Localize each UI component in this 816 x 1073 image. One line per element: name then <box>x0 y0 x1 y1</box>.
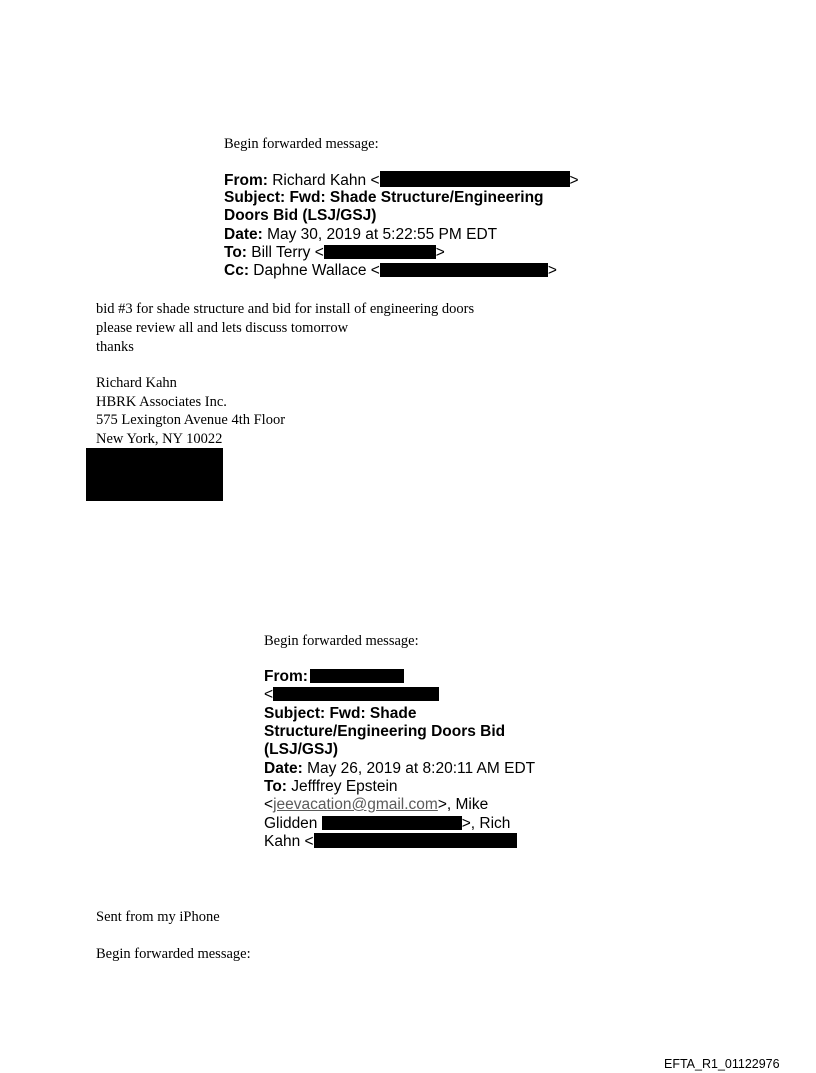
body-line-2: please review all and lets discuss tomorrow <box>96 320 349 336</box>
subject-line-2b <box>264 723 505 741</box>
subject-label: Subject: <box>264 705 326 722</box>
forward-intro-2: Begin forwarded message: <box>264 633 419 649</box>
signature-address-1: 575 Lexington Avenue 4th Floor <box>96 412 286 428</box>
forward-intro-1: Begin forwarded message: <box>224 136 379 152</box>
body-line-1: bid #3 for shade structure and bid for install of engineering doors <box>96 301 475 317</box>
to-label: To: <box>264 778 287 795</box>
to-name: Jefffrey Epstein <box>291 778 398 795</box>
to-label: To: <box>224 244 247 261</box>
subject-line-2 <box>264 705 416 723</box>
to-close: > <box>435 244 445 261</box>
from-open: < <box>264 686 274 703</box>
to-name: Bill Terry < <box>251 244 324 261</box>
date-label: Date: <box>264 760 303 777</box>
redaction <box>310 669 404 683</box>
subject-value: Fwd: Shade <box>329 705 417 722</box>
signature-address-2: New York, NY 10022 <box>96 431 223 447</box>
redaction <box>322 816 462 830</box>
from-line-2 <box>264 668 404 686</box>
to-after-email: >, Mike <box>437 796 489 813</box>
to-line-2c <box>264 815 510 833</box>
email-link[interactable]: jeevacation@gmail.com <box>273 796 438 813</box>
sent-from-line: Sent from my iPhone <box>96 909 220 925</box>
from-line-1 <box>224 171 579 190</box>
cc-label: Cc: <box>224 262 249 279</box>
from-label: From: <box>224 172 268 189</box>
signature-company: HBRK Associates Inc. <box>96 394 227 410</box>
to-open: < <box>264 796 274 813</box>
redaction <box>314 833 517 848</box>
subject-value-cont: Doors Bid (LSJ/GSJ) <box>224 207 377 224</box>
to-line-2d <box>264 833 517 851</box>
to-line-2 <box>264 778 398 796</box>
redaction <box>380 171 570 187</box>
subject-line-1 <box>224 189 544 207</box>
redaction <box>324 245 436 259</box>
from-line-2b <box>264 686 439 704</box>
signature-name: Richard Kahn <box>96 375 177 391</box>
date-value: May 30, 2019 at 5:22:55 PM EDT <box>267 226 498 243</box>
redaction-block <box>86 448 223 501</box>
to-name-3: >, Rich <box>461 815 511 832</box>
forward-intro-3: Begin forwarded message: <box>96 946 251 962</box>
from-name: Richard Kahn < <box>272 172 380 189</box>
date-line-1 <box>224 226 497 244</box>
subject-line-1b <box>224 207 376 225</box>
subject-value-cont: Structure/Engineering Doors Bid <box>264 723 506 740</box>
from-label: From: <box>264 668 308 685</box>
redaction <box>380 263 548 277</box>
cc-close: > <box>547 262 557 279</box>
to-line-2b <box>264 796 488 814</box>
date-value: May 26, 2019 at 8:20:11 AM EDT <box>307 760 536 777</box>
body-line-3: thanks <box>96 339 134 355</box>
to-line-1 <box>224 244 445 262</box>
to-name-2: Glidden <box>264 815 318 832</box>
subject-value-cont: (LSJ/GSJ) <box>264 741 339 758</box>
cc-line-1 <box>224 262 557 280</box>
redaction <box>273 687 439 701</box>
document-id: EFTA_R1_01122976 <box>664 1057 780 1071</box>
date-line-2 <box>264 760 535 778</box>
to-name-4: Kahn < <box>264 833 314 850</box>
subject-value: Fwd: Shade Structure/Engineering <box>289 189 544 206</box>
cc-name: Daphne Wallace < <box>253 262 380 279</box>
subject-label: Subject: <box>224 189 286 206</box>
date-label: Date: <box>224 226 263 243</box>
subject-line-2c <box>264 741 338 759</box>
from-close: > <box>569 172 579 189</box>
